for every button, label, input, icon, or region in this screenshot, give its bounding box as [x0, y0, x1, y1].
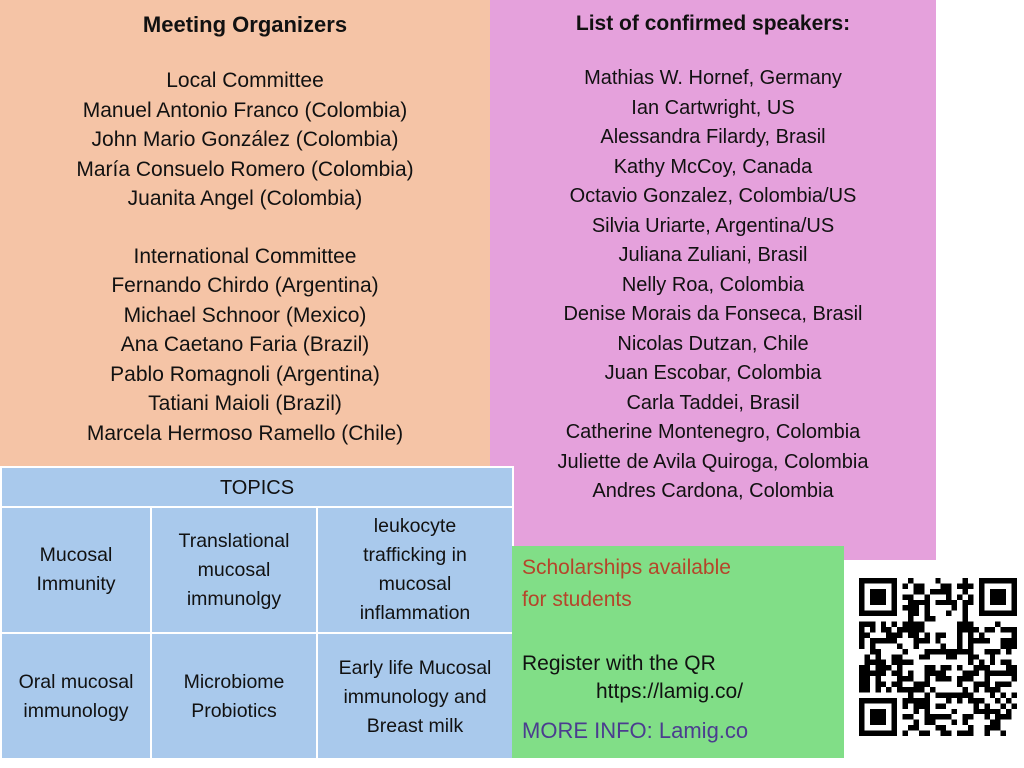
register-instruction: Register with the QR — [522, 652, 716, 675]
topic-line: Probiotics — [191, 700, 277, 722]
topic-line: mucosal — [197, 558, 271, 581]
international-member: Tatiani Maioli (Brazil) — [148, 392, 342, 415]
speakers-list — [490, 64, 936, 507]
speaker-item: Mathias W. Hornef, Germany — [584, 67, 842, 89]
topic-line: Immunity — [36, 573, 116, 595]
speakers-panel — [490, 0, 936, 560]
international-member: Pablo Romagnoli (Argentina) — [110, 362, 380, 386]
topic-cell — [318, 508, 512, 634]
international-member: Michael Schnoor (Mexico) — [123, 303, 367, 327]
spacer — [0, 214, 490, 242]
speaker-item: Ian Cartwright, US — [631, 96, 795, 119]
topic-line: immunolgy — [186, 587, 282, 610]
speaker-item: Silvia Uriarte, Argentina/US — [591, 214, 835, 237]
international-member: Marcela Hermoso Ramello (Chile) — [86, 421, 404, 445]
topic-line: leukocyte — [373, 515, 457, 537]
local-member: John Mario González (Colombia) — [91, 128, 399, 151]
speaker-item: Carla Taddei, Brasil — [626, 391, 800, 414]
topics-table — [0, 466, 514, 760]
speaker-item: Catherine Montenegro, Colombia — [565, 421, 861, 443]
speaker-item: Juan Escobar, Colombia — [604, 362, 822, 384]
speaker-item: Andres Cardona, Colombia — [592, 480, 834, 502]
topic-line: Mucosal — [39, 544, 113, 566]
local-member: Manuel Antonio Franco (Colombia) — [82, 98, 408, 122]
registration-panel — [512, 546, 844, 758]
topic-line: immunology and — [343, 685, 487, 708]
speaker-item: Alessandra Filardy, Brasil — [600, 126, 826, 148]
more-info-link[interactable]: MORE INFO: Lamig.co — [522, 718, 749, 743]
local-member: Juanita Angel (Colombia) — [127, 187, 363, 210]
topic-line: Translational — [178, 529, 290, 552]
international-member: Ana Caetano Faria (Brazil) — [120, 333, 370, 356]
speaker-item: Denise Morais da Fonseca, Brasil — [563, 303, 863, 325]
local-committee-heading: Local Committee — [166, 69, 324, 92]
topic-line: mucosal — [378, 573, 452, 595]
scholarship-line: for students — [522, 588, 632, 611]
topic-line: Breast milk — [366, 714, 464, 737]
topic-line: Early life Mucosal — [338, 656, 492, 679]
speaker-item: Nelly Roa, Colombia — [621, 273, 805, 296]
topic-line: trafficking in — [363, 544, 467, 566]
qr-code-graphic — [858, 578, 1018, 736]
topics-heading: TOPICS — [2, 468, 512, 508]
speaker-item: Juliette de Avila Quiroga, Colombia — [557, 450, 869, 473]
organizers-title: Meeting Organizers — [142, 12, 348, 37]
topic-cell — [152, 634, 318, 760]
topic-cell — [2, 634, 152, 760]
scholarship-line: Scholarships available — [522, 556, 731, 579]
international-committee-heading: International Committee — [133, 244, 357, 268]
topic-cell — [318, 634, 512, 760]
topic-cell — [2, 508, 152, 634]
topic-line: Microbiome — [183, 671, 285, 693]
topic-line: immunology — [23, 700, 129, 722]
topic-cell — [152, 508, 318, 634]
topics-grid — [2, 508, 512, 760]
organizers-panel — [0, 0, 490, 468]
speaker-item: Octavio Gonzalez, Colombia/US — [569, 185, 857, 207]
qr-code-icon[interactable] — [858, 578, 1018, 736]
speaker-item: Nicolas Dutzan, Chile — [617, 332, 809, 355]
scholarship-notice — [522, 552, 731, 616]
topic-line: inflammation — [359, 602, 471, 624]
registration-link[interactable]: https://lamig.co/ — [596, 680, 744, 703]
speaker-item: Juliana Zuliani, Brasil — [618, 244, 808, 266]
local-member: María Consuelo Romero (Colombia) — [76, 157, 414, 181]
topic-line: Oral mucosal — [18, 671, 134, 693]
international-member: Fernando Chirdo (Argentina) — [111, 274, 379, 297]
speakers-title: List of confirmed speakers: — [575, 12, 851, 35]
speaker-item: Kathy McCoy, Canada — [613, 155, 813, 178]
